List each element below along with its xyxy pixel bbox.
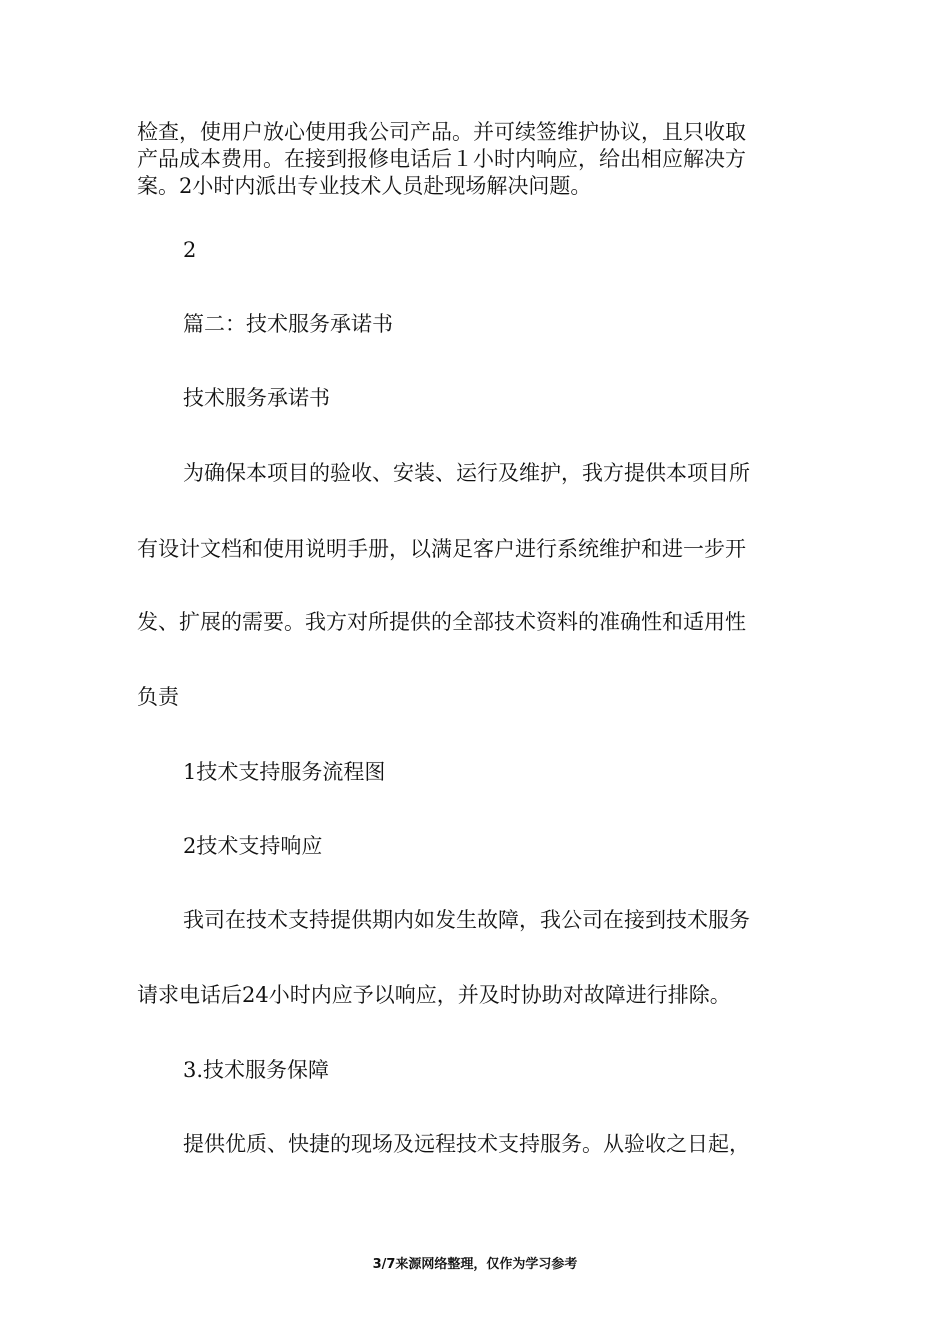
- item3-line-1: 提供优质、快捷的现场及远程技术支持服务。从验收之日起，: [183, 1132, 750, 1156]
- intro-line-4: 负责: [137, 685, 179, 709]
- doc-title: 技术服务承诺书: [183, 386, 330, 410]
- item3-heading: 3.技术服务保障: [183, 1058, 330, 1082]
- item2-line-1: 我司在技术支持提供期内如发生故障，我公司在接到技术服务: [183, 908, 750, 932]
- intro-line-3: 发、扩展的需要。我方对所提供的全部技术资料的准确性和适用性: [137, 610, 746, 634]
- continuation-line-1: 检查，使用户放心使用我公司产品。并可续签维护协议，且只收取: [137, 120, 746, 144]
- intro-line-2: 有设计文档和使用说明手册，以满足客户进行系统维护和进一步开: [137, 537, 746, 561]
- continuation-line-3: 案。2小时内派出专业技术人员赴现场解决问题。: [137, 174, 592, 198]
- item2-heading: 2技术支持响应: [183, 834, 323, 858]
- item1-heading: 1技术支持服务流程图: [183, 760, 386, 784]
- page-footer: 3/7来源网络整理，仅作为学习参考: [372, 1257, 578, 1272]
- continuation-line-2: 产品成本费用。在接到报修电话后１小时内响应，给出相应解决方: [137, 147, 746, 171]
- item2-line-2: 请求电话后24小时内应予以响应，并及时协助对故障进行排除。: [137, 983, 731, 1007]
- intro-line-1: 为确保本项目的验收、安装、运行及维护，我方提供本项目所: [183, 461, 750, 485]
- section-heading: 篇二：技术服务承诺书: [183, 312, 393, 336]
- page-marker: 2: [183, 238, 197, 262]
